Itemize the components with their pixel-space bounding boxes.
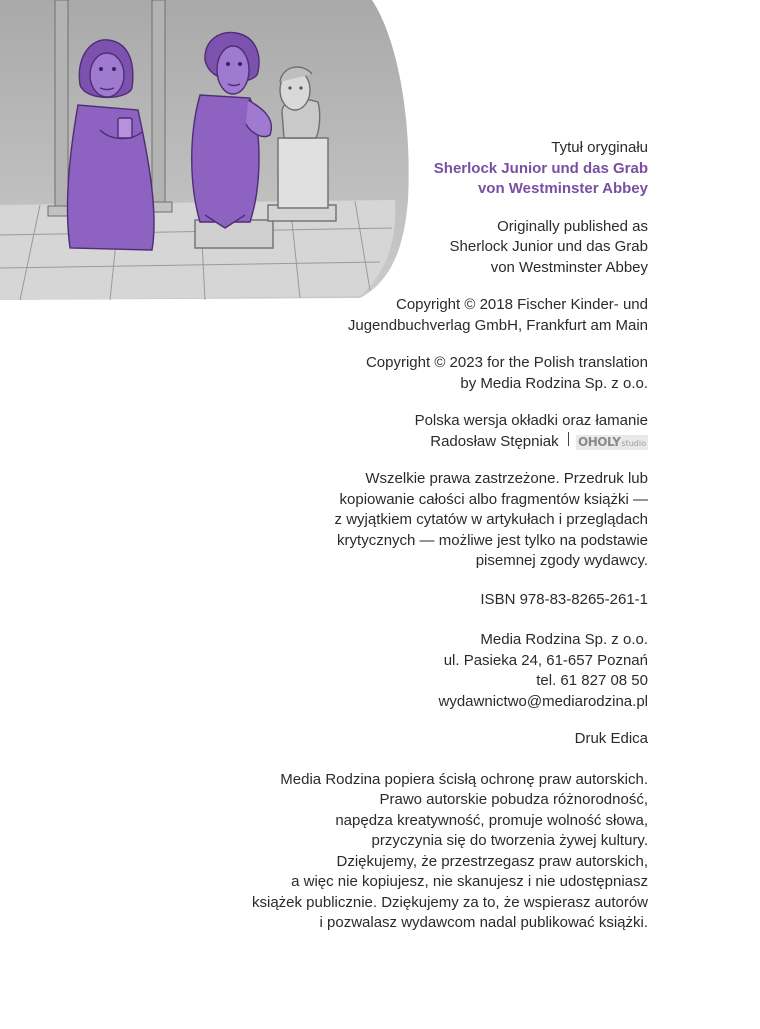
publisher-email: wydawnictwo@mediarodzina.pl	[438, 692, 648, 710]
cover-credit-block	[208, 411, 648, 452]
rights-line-5: pisemnej zgody wydawcy.	[475, 552, 648, 569]
isbn: ISBN 978-83-8265-261-1	[480, 590, 648, 608]
original-title-block	[208, 138, 648, 200]
copyright-notice-line-1: Media Rodzina popiera ścisłą ochronę praw autorskich.	[280, 770, 648, 788]
publisher-phone: tel. 61 827 08 50	[536, 672, 648, 689]
copyright-original-line-2: Jugendbuchverlag GmbH, Frankfurt am Main	[347, 316, 648, 334]
copyright-notice-line-4: przyczynia się do tworzenia żywej kultury.	[371, 832, 648, 849]
publisher-address: ul. Pasieka 24, 61-657 Poznań	[443, 651, 648, 669]
publisher-name: Media Rodzina Sp. z o.o.	[480, 631, 648, 648]
copyright-notice-line-3: napędza kreatywność, promuje wolność słowa,	[335, 811, 648, 829]
studio-logo-sub: studio	[621, 438, 646, 448]
rights-block	[208, 469, 648, 572]
logo-separator	[568, 432, 569, 446]
column-left	[55, 0, 68, 212]
rights-line-3: z wyjątkiem cytatów w artykułach i przeglądach	[334, 511, 648, 528]
copyright-translation-block	[208, 353, 648, 394]
copyright-notice-line-5: Dziękujemy, że przestrzegasz praw autorskich,	[336, 852, 648, 870]
column-right	[152, 0, 165, 208]
copyright-original-block	[208, 295, 648, 336]
publisher-block	[208, 630, 648, 712]
cover-credit-line-1: Polska wersja okładki oraz łamanie	[414, 412, 648, 429]
originally-published-line-1: Originally published as	[497, 217, 648, 235]
originally-published-line-2: Sherlock Junior und das Grab	[449, 238, 648, 255]
copyright-original-line-1: Copyright © 2018 Fischer Kinder- und	[395, 296, 648, 313]
originally-published-block	[208, 217, 648, 279]
rights-line-1: Wszelkie prawa zastrzeżone. Przedruk lub	[365, 470, 648, 487]
rights-line-4: krytycznych — możliwe jest tylko na podstawie	[337, 531, 648, 549]
cover-credit-line-2	[208, 432, 648, 453]
isbn-block	[208, 590, 648, 611]
cover-credit-designer: Radosław Stępniak	[430, 432, 559, 450]
copyright-notice-line-8: i pozwalasz wydawcom nadal publikować książki.	[319, 914, 648, 931]
originally-published-line-3: von Westminster Abbey	[490, 258, 648, 276]
copyright-translation-line-2: by Media Rodzina Sp. z o.o.	[460, 374, 648, 392]
original-title-line-2: von Westminster Abbey	[477, 180, 648, 197]
printer-block	[208, 729, 648, 750]
copyright-notice-line-6: a więc nie kopiujesz, nie skanujesz i nie udostępniasz	[291, 873, 648, 890]
original-title-line-1: Sherlock Junior und das Grab	[433, 159, 648, 177]
copyright-notice-line-7: książek publicznie. Dziękujemy za to, że wspierasz autorów	[252, 893, 648, 911]
studio-logo	[576, 435, 648, 450]
studio-logo-main: OHOLY	[578, 434, 621, 449]
copyright-notice-block	[208, 770, 648, 934]
colophon	[208, 138, 648, 951]
copyright-notice-line-2: Prawo autorskie pobudza różnorodność,	[379, 791, 648, 808]
copyright-translation-line-1: Copyright © 2023 for the Polish translation	[365, 354, 648, 371]
rights-line-2: kopiowanie całości albo fragmentów książki —	[339, 490, 648, 508]
original-title-label: Tytuł oryginału	[551, 139, 648, 156]
printer: Druk Edica	[574, 730, 648, 747]
